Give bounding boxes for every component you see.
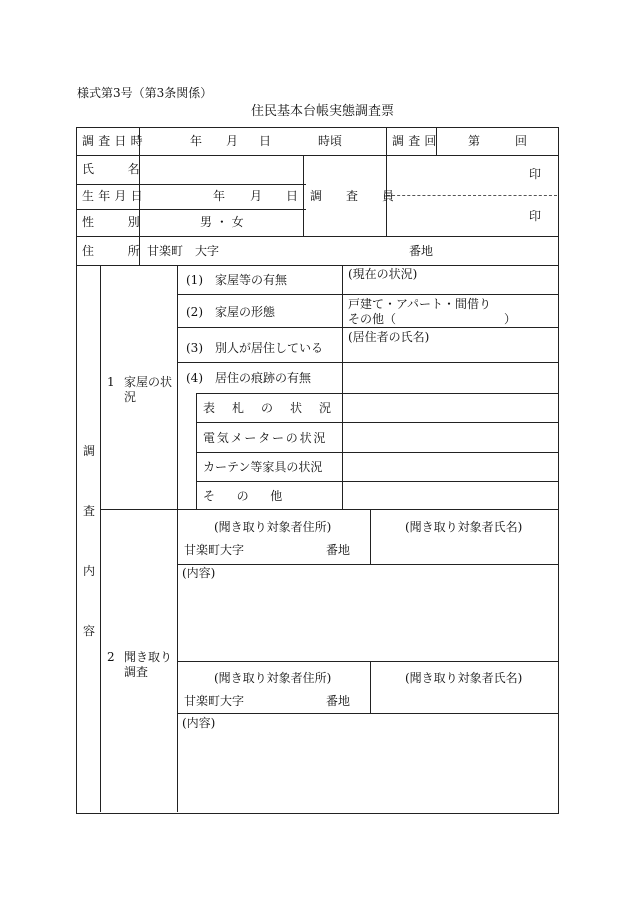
- survey-datetime-label: 調査日時: [82, 134, 147, 148]
- form-title: 住民基本台帳実態調査票: [251, 104, 395, 119]
- address-suffix: 番地: [409, 244, 434, 258]
- housing-item-3: (3) 別人が居住している: [186, 341, 323, 355]
- form-number-label: 様式第3号（第3条関係）: [77, 86, 213, 100]
- name-label: 氏 名: [82, 162, 151, 176]
- housing-item-2-value-2: その他（ ）: [348, 312, 517, 326]
- survey-day-unit: 日: [259, 134, 272, 148]
- survey-content-label-4: 容: [82, 624, 95, 638]
- birth-day-unit: 日: [286, 189, 299, 203]
- housing-item-3-value: (居住者の氏名): [348, 330, 430, 344]
- interview-1-address-suffix: 番地: [326, 543, 351, 557]
- address-label: 住 所: [82, 244, 151, 258]
- trace-nameplate: 表 札 の 状 況: [203, 401, 338, 415]
- survey-content-label-3: 内: [82, 564, 95, 578]
- survey-time-unit: 時頃: [318, 134, 343, 148]
- housing-item-2: (2) 家屋の形態: [186, 305, 275, 319]
- survey-content-label-2: 査: [82, 504, 95, 518]
- surveyor-seal-1: 印: [529, 167, 542, 181]
- surveyor-seal-2: 印: [529, 209, 542, 223]
- sex-options: 男 ・ 女: [200, 215, 244, 229]
- interview-2-address-suffix: 番地: [326, 694, 351, 708]
- interview-label-line1: 聞き取り: [124, 650, 173, 664]
- housing-label-line1: 家屋の状: [124, 375, 173, 389]
- housing-number: 1: [107, 375, 115, 389]
- interview-number: 2: [107, 650, 115, 664]
- housing-item-1: (1) 家屋等の有無: [186, 273, 287, 287]
- housing-item-1-value: (現在の状況): [348, 267, 418, 281]
- interview-1-address-value: 甘楽町大字: [184, 543, 245, 557]
- interview-1-address-header: (聞き取り対象者住所): [214, 520, 332, 534]
- survey-count-suffix: 回: [515, 134, 528, 148]
- trace-electric-meter: 電気メーターの状況: [203, 431, 328, 445]
- housing-item-2-value-1: 戸建て・アパート・間借り: [348, 297, 492, 311]
- interview-1-content-label: (内容): [182, 566, 216, 580]
- address-town: 甘楽町 大字: [147, 244, 220, 258]
- interview-2-name-header: (聞き取り対象者氏名): [405, 671, 523, 685]
- interview-2-address-header: (聞き取り対象者住所): [214, 671, 332, 685]
- housing-item-4: (4) 居住の痕跡の有無: [186, 371, 311, 385]
- survey-year-unit: 年: [190, 134, 203, 148]
- housing-label-line2: 況: [124, 390, 137, 404]
- interview-label-line2: 調査: [124, 665, 149, 679]
- trace-curtains-furniture: カーテン等家具の状況: [203, 460, 323, 474]
- interview-2-address-value: 甘楽町大字: [184, 694, 245, 708]
- birth-month-unit: 月: [250, 189, 263, 203]
- survey-count-label: 調査回: [392, 134, 441, 148]
- birth-year-unit: 年: [213, 189, 226, 203]
- surveyor-label: 調 査 員: [310, 189, 401, 203]
- survey-count-prefix: 第: [468, 134, 481, 148]
- interview-1-name-header: (聞き取り対象者氏名): [405, 520, 523, 534]
- trace-other: そ の 他: [203, 489, 288, 503]
- survey-month-unit: 月: [226, 134, 239, 148]
- sex-label: 性 別: [82, 215, 151, 229]
- interview-2-content-label: (内容): [182, 716, 216, 730]
- survey-content-label-1: 調: [82, 444, 95, 458]
- birthdate-label: 生年月日: [82, 189, 147, 203]
